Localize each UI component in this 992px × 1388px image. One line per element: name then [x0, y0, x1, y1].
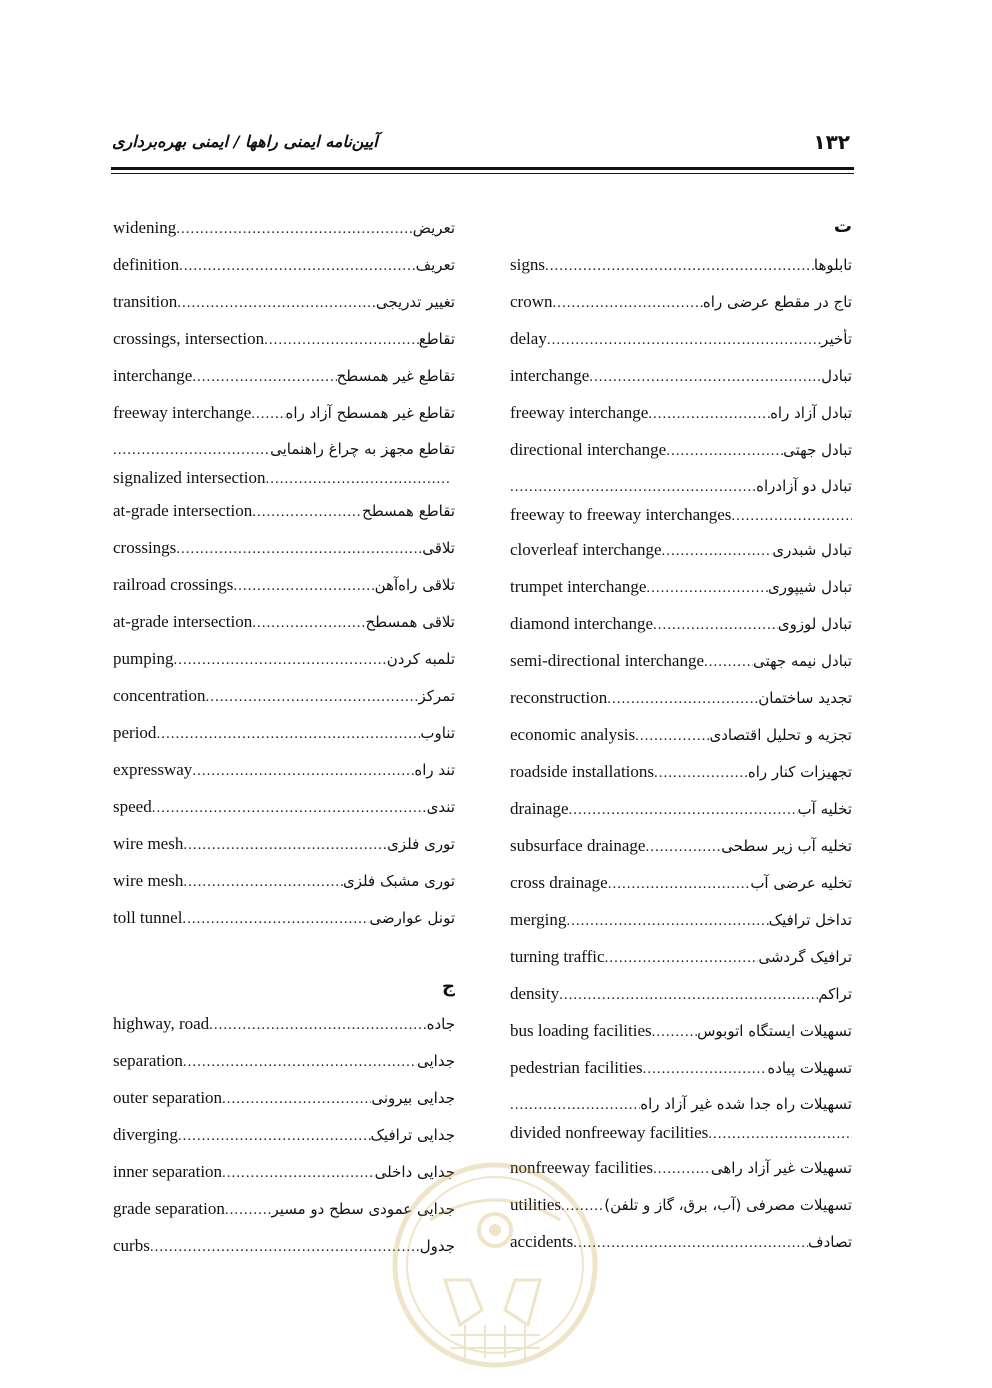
- running-title: آیین‌نامه ایمنی راهها / ایمنی بهره‌برداری: [112, 132, 378, 151]
- glossary-entry: accidents ..... تصادف: [510, 1232, 852, 1258]
- glossary-entry: separation ..... جدایی: [113, 1051, 455, 1077]
- glossary-entry: interchange ..... تقاطع غیر همسطح: [113, 366, 455, 392]
- glossary-entry: delay ..... تأخیر: [510, 329, 852, 355]
- glossary-entry: nonfreeway facilities ..... تسهیلات غیر آزاد راهی: [510, 1158, 852, 1184]
- glossary-entry: period ..... تناوب: [113, 723, 455, 749]
- glossary-entry-wrapped: ..... تبادل دو آزادراه freeway to freeway interchanges .....: [510, 477, 852, 533]
- glossary-entry: interchange ..... تبادل: [510, 366, 852, 392]
- glossary-entry: subsurface drainage ..... تخلیه آب زیر سطحی: [510, 836, 852, 862]
- glossary-entry: cloverleaf interchange ..... تبادل شبدری: [510, 540, 852, 566]
- glossary-entry-wrapped: ..... تقاطع مجهز به چراغ راهنمایی signalized intersection .....: [113, 440, 455, 496]
- glossary-entry: railroad crossings ..... تلاقی راه‌آهن: [113, 575, 455, 601]
- page-number: ۱۳۲: [813, 130, 850, 154]
- right-column: [510, 212, 852, 1272]
- glossary-entry: widening ..... تعریض: [113, 218, 455, 244]
- glossary-entry: pumping ..... تلمبه کردن: [113, 649, 455, 675]
- header-rule-thin: [111, 173, 854, 174]
- glossary-entry: toll tunnel ..... تونل عوارضی: [113, 908, 455, 934]
- glossary-entry: at-grade intersection ..... تلاقی همسطح: [113, 612, 455, 638]
- glossary-entry: wire mesh ..... توری فلزی: [113, 834, 455, 860]
- glossary-entry: utilities ..... تسهیلات مصرفی (آب، برق، گاز و تلفن): [510, 1195, 852, 1221]
- glossary-entry: signs ..... تابلوها: [510, 255, 852, 281]
- section-letter-te: ت: [833, 216, 852, 237]
- glossary-entry: freeway interchange ..... تقاطع غیر همسطح آزاد راه: [113, 403, 455, 429]
- glossary-entry: inner separation ..... جدایی داخلی: [113, 1162, 455, 1188]
- glossary-entry: directional interchange ..... تبادل جهتی: [510, 440, 852, 466]
- glossary-entry: drainage ..... تخلیه آب: [510, 799, 852, 825]
- glossary-entry: crown ..... تاج در مقطع عرضی راه: [510, 292, 852, 318]
- glossary-entry: roadside installations ..... تجهیزات کنار راه: [510, 762, 852, 788]
- glossary-entry: grade separation ..... جدایی عمودی سطح دو مسیر: [113, 1199, 455, 1225]
- glossary-entry: concentration ..... تمرکز: [113, 686, 455, 712]
- glossary-entry: semi-directional interchange ..... تبادل نیمه جهتی: [510, 651, 852, 677]
- glossary-entry: crossings, intersection ..... تقاطع: [113, 329, 455, 355]
- glossary-entry: speed ..... تندی: [113, 797, 455, 823]
- glossary-entry: curbs ..... جدول: [113, 1236, 455, 1262]
- glossary-entry: diamond interchange ..... تبادل لوزوی: [510, 614, 852, 640]
- glossary-entry: cross drainage ..... تخلیه عرضی آب: [510, 873, 852, 899]
- publisher-seal-watermark: [390, 1160, 600, 1370]
- glossary-entry: diverging ..... جدایی ترافیک: [113, 1125, 455, 1151]
- glossary-entry: outer separation ..... جدایی بیرونی: [113, 1088, 455, 1114]
- left-column: [113, 212, 455, 1272]
- glossary-entry: merging ..... تداخل ترافیک: [510, 910, 852, 936]
- glossary-entry: expressway ..... تند راه: [113, 760, 455, 786]
- glossary-entry: at-grade intersection ..... تقاطع همسطح: [113, 501, 455, 527]
- glossary-entry: economic analysis ..... تجزیه و تحلیل اقتصادی: [510, 725, 852, 751]
- glossary-entry: pedestrian facilities ..... تسهیلات پیاده: [510, 1058, 852, 1084]
- glossary-entry: density ..... تراکم: [510, 984, 852, 1010]
- glossary-entry: freeway interchange ..... تبادل آزاد راه: [510, 403, 852, 429]
- glossary-entry: trumpet interchange ..... تبادل شیپوری: [510, 577, 852, 603]
- glossary-entry: wire mesh ..... توری مشبک فلزی: [113, 871, 455, 897]
- glossary-entry: definition ..... تعریف: [113, 255, 455, 281]
- section-letter-jim: ج: [442, 976, 455, 997]
- glossary-entry: reconstruction ..... تجدید ساختمان: [510, 688, 852, 714]
- glossary-entry: crossings ..... تلاقی: [113, 538, 455, 564]
- header-rule-thick: [111, 167, 854, 170]
- glossary-entry: transition ..... تغییر تدریجی: [113, 292, 455, 318]
- glossary-entry: highway, road ..... جاده: [113, 1014, 455, 1040]
- glossary-entry: turning traffic ..... ترافیک گردشی: [510, 947, 852, 973]
- glossary-entry: bus loading facilities ..... تسهیلات ایستگاه اتوبوس: [510, 1021, 852, 1047]
- glossary-entry-wrapped: ..... تسهیلات راه جدا شده غیر آزاد راه divided nonfreeway facilities .....: [510, 1095, 852, 1151]
